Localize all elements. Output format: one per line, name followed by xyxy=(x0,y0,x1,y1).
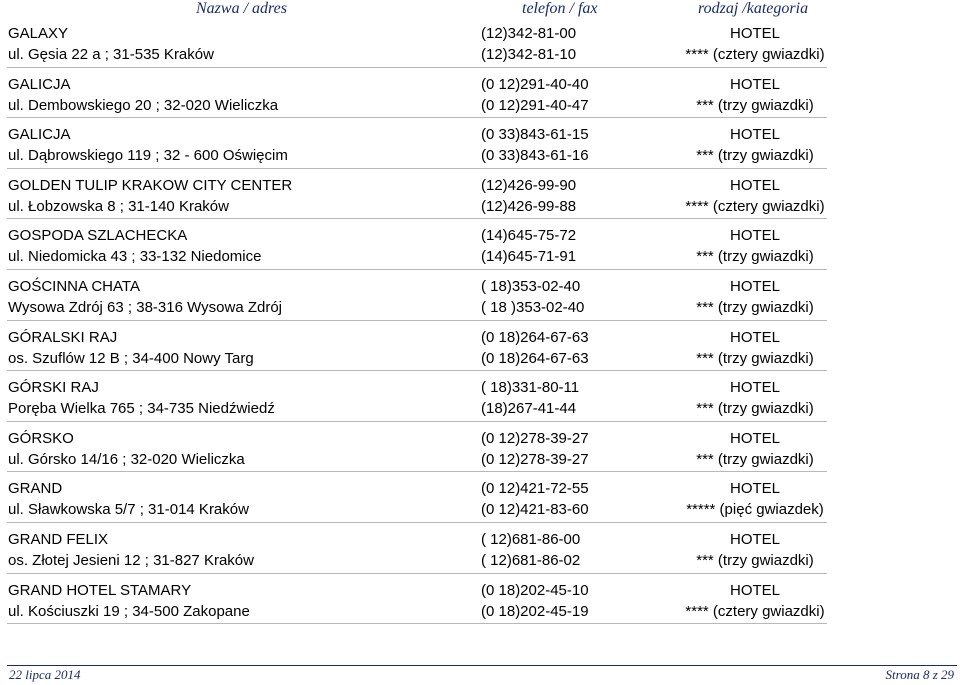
hotel-list xyxy=(0,23,960,630)
hotel-entry xyxy=(0,428,960,479)
hotel-entry xyxy=(0,276,960,327)
entry-line-secondary xyxy=(0,499,960,521)
hotel-entry xyxy=(0,327,960,378)
footer-date: 22 lipca 2014 xyxy=(9,667,81,682)
hotel-phone: (0 12)421-72-55 xyxy=(481,480,589,498)
hotel-fax: (14)645-71-91 xyxy=(481,248,577,266)
entry-line-primary xyxy=(0,74,960,96)
hotel-entry xyxy=(0,580,960,631)
column-header xyxy=(0,0,960,18)
hotel-type: HOTEL xyxy=(729,277,780,295)
hotel-name: GOLDEN TULIP KRAKOW CITY CENTER xyxy=(8,176,293,194)
hotel-name: GÓRALSKI RAJ xyxy=(8,328,118,346)
hotel-fax: (18)267-41-44 xyxy=(481,400,577,418)
hotel-address: ul. Dąbrowskiego 119 ; 32 - 600 Oświęcim xyxy=(8,147,288,165)
entry-line-primary xyxy=(0,327,960,349)
footer-page-number: Strona 8 z 29 xyxy=(885,667,954,682)
name-address-header: Nazwa / adres xyxy=(196,0,287,17)
hotel-type: HOTEL xyxy=(729,176,780,194)
entry-line-secondary xyxy=(0,550,960,572)
hotel-type: HOTEL xyxy=(729,227,780,245)
hotel-category: *** (trzy gwiazdki) xyxy=(696,400,814,418)
hotel-phone: (0 12)291-40-40 xyxy=(481,75,589,93)
entry-line-primary xyxy=(0,225,960,247)
hotel-fax: (0 12)278-39-27 xyxy=(481,450,589,468)
hotel-entry xyxy=(0,225,960,276)
entry-line-secondary xyxy=(0,44,960,66)
hotel-category: **** (cztery gwiazdki) xyxy=(685,46,825,63)
hotel-type: HOTEL xyxy=(729,75,780,93)
entry-line-secondary xyxy=(0,196,960,218)
hotel-address: Wysowa Zdrój 63 ; 38-316 Wysowa Zdrój xyxy=(8,298,282,316)
entry-line-primary xyxy=(0,175,960,197)
hotel-address: Poręba Wielka 765 ; 34-735 Niedźwiedź xyxy=(8,400,275,418)
hotel-type: HOTEL xyxy=(729,581,780,599)
hotel-type: HOTEL xyxy=(729,379,780,397)
hotel-phone: ( 18)331-80-11 xyxy=(481,379,580,397)
hotel-fax: (0 18)202-45-19 xyxy=(481,602,589,620)
entry-line-primary xyxy=(0,23,960,45)
hotel-phone: (0 18)264-67-63 xyxy=(481,328,589,346)
hotel-phone: (0 12)278-39-27 xyxy=(481,429,589,447)
hotel-type: HOTEL xyxy=(729,480,780,498)
hotel-category: *** (trzy gwiazdki) xyxy=(696,248,814,266)
entry-line-secondary xyxy=(0,398,960,420)
hotel-name: GRAND FELIX xyxy=(8,530,109,548)
hotel-type: HOTEL xyxy=(729,25,780,42)
entry-line-secondary xyxy=(0,246,960,268)
hotel-phone: (0 18)202-45-10 xyxy=(481,581,589,599)
hotel-address: ul. Niedomicka 43 ; 33-132 Niedomice xyxy=(8,248,262,266)
hotel-entry xyxy=(0,74,960,125)
hotel-phone: (12)426-99-90 xyxy=(481,176,577,194)
type-category-header: rodzaj /kategoria xyxy=(698,0,809,17)
hotel-entry xyxy=(0,478,960,529)
hotel-address: ul. Gęsia 22 a ; 31-535 Kraków xyxy=(8,46,214,63)
hotel-address: os. Szuflów 12 B ; 34-400 Nowy Targ xyxy=(8,349,254,367)
hotel-type: HOTEL xyxy=(729,530,780,548)
hotel-name: GOŚCINNA CHATA xyxy=(8,277,140,295)
hotel-entry xyxy=(0,377,960,428)
hotel-name: GOSPODA SZLACHECKA xyxy=(8,227,188,245)
hotel-name: GRAND xyxy=(8,480,63,498)
hotel-address: ul. Łobzowska 8 ; 31-140 Kraków xyxy=(8,197,229,215)
phone-fax-header: telefon / fax xyxy=(522,0,598,17)
hotel-entry xyxy=(0,23,960,74)
entry-line-primary xyxy=(0,529,960,551)
hotel-address: ul. Górsko 14/16 ; 32-020 Wieliczka xyxy=(8,450,245,468)
hotel-type: HOTEL xyxy=(729,126,780,144)
hotel-name: GÓRSKO xyxy=(8,429,74,447)
hotel-name: GALICJA xyxy=(8,126,71,144)
hotel-category: **** (cztery gwiazdki) xyxy=(685,602,825,620)
hotel-address: ul. Sławkowska 5/7 ; 31-014 Kraków xyxy=(8,501,249,519)
hotel-fax: ( 18 )353-02-40 xyxy=(481,298,585,316)
hotel-fax: (0 18)264-67-63 xyxy=(481,349,589,367)
hotel-phone: ( 18)353-02-40 xyxy=(481,277,581,295)
entry-line-primary xyxy=(0,124,960,146)
entry-line-primary xyxy=(0,428,960,450)
footer-divider xyxy=(7,665,957,666)
entry-line-secondary xyxy=(0,145,960,167)
hotel-category: *** (trzy gwiazdki) xyxy=(696,298,814,316)
page-footer xyxy=(0,663,960,685)
hotel-address: os. Złotej Jesieni 12 ; 31-827 Kraków xyxy=(8,551,254,569)
hotel-type: HOTEL xyxy=(729,429,780,447)
hotel-fax: (0 12)421-83-60 xyxy=(481,501,589,519)
hotel-category: *** (trzy gwiazdki) xyxy=(696,96,814,114)
hotel-name: GALICJA xyxy=(8,75,71,93)
hotel-name: GALAXY xyxy=(8,25,69,42)
hotel-address: ul. Dembowskiego 20 ; 32-020 Wieliczka xyxy=(8,96,279,114)
hotel-phone: (0 33)843-61-15 xyxy=(481,126,589,144)
hotel-category: *** (trzy gwiazdki) xyxy=(696,147,814,165)
hotel-fax: (12)426-99-88 xyxy=(481,197,577,215)
hotel-category: **** (cztery gwiazdki) xyxy=(685,197,825,215)
hotel-fax: (0 12)291-40-47 xyxy=(481,96,589,114)
hotel-category: *** (trzy gwiazdki) xyxy=(696,349,814,367)
entry-line-secondary xyxy=(0,449,960,471)
entry-line-primary xyxy=(0,276,960,298)
hotel-fax: (12)342-81-10 xyxy=(481,46,577,63)
hotel-phone: (14)645-75-72 xyxy=(481,227,577,245)
hotel-name: GÓRSKI RAJ xyxy=(8,379,99,397)
hotel-category: *** (trzy gwiazdki) xyxy=(696,450,814,468)
hotel-fax: ( 12)681-86-02 xyxy=(481,551,581,569)
hotel-phone: ( 12)681-86-00 xyxy=(481,530,581,548)
hotel-name: GRAND HOTEL STAMARY xyxy=(8,581,192,599)
hotel-category: ***** (pięć gwiazdek) xyxy=(686,501,824,519)
hotel-type: HOTEL xyxy=(729,328,780,346)
entry-line-secondary xyxy=(0,601,960,623)
hotel-entry xyxy=(0,529,960,580)
hotel-category: *** (trzy gwiazdki) xyxy=(696,551,814,569)
hotel-entry xyxy=(0,124,960,175)
entry-line-primary xyxy=(0,478,960,500)
entry-line-secondary xyxy=(0,95,960,117)
entry-line-secondary xyxy=(0,348,960,370)
entry-line-primary xyxy=(0,580,960,602)
hotel-entry xyxy=(0,175,960,226)
hotel-phone: (12)342-81-00 xyxy=(481,25,577,42)
entry-line-primary xyxy=(0,377,960,399)
hotel-address: ul. Kościuszki 19 ; 34-500 Zakopane xyxy=(8,602,250,620)
hotel-fax: (0 33)843-61-16 xyxy=(481,147,589,165)
entry-line-secondary xyxy=(0,297,960,319)
